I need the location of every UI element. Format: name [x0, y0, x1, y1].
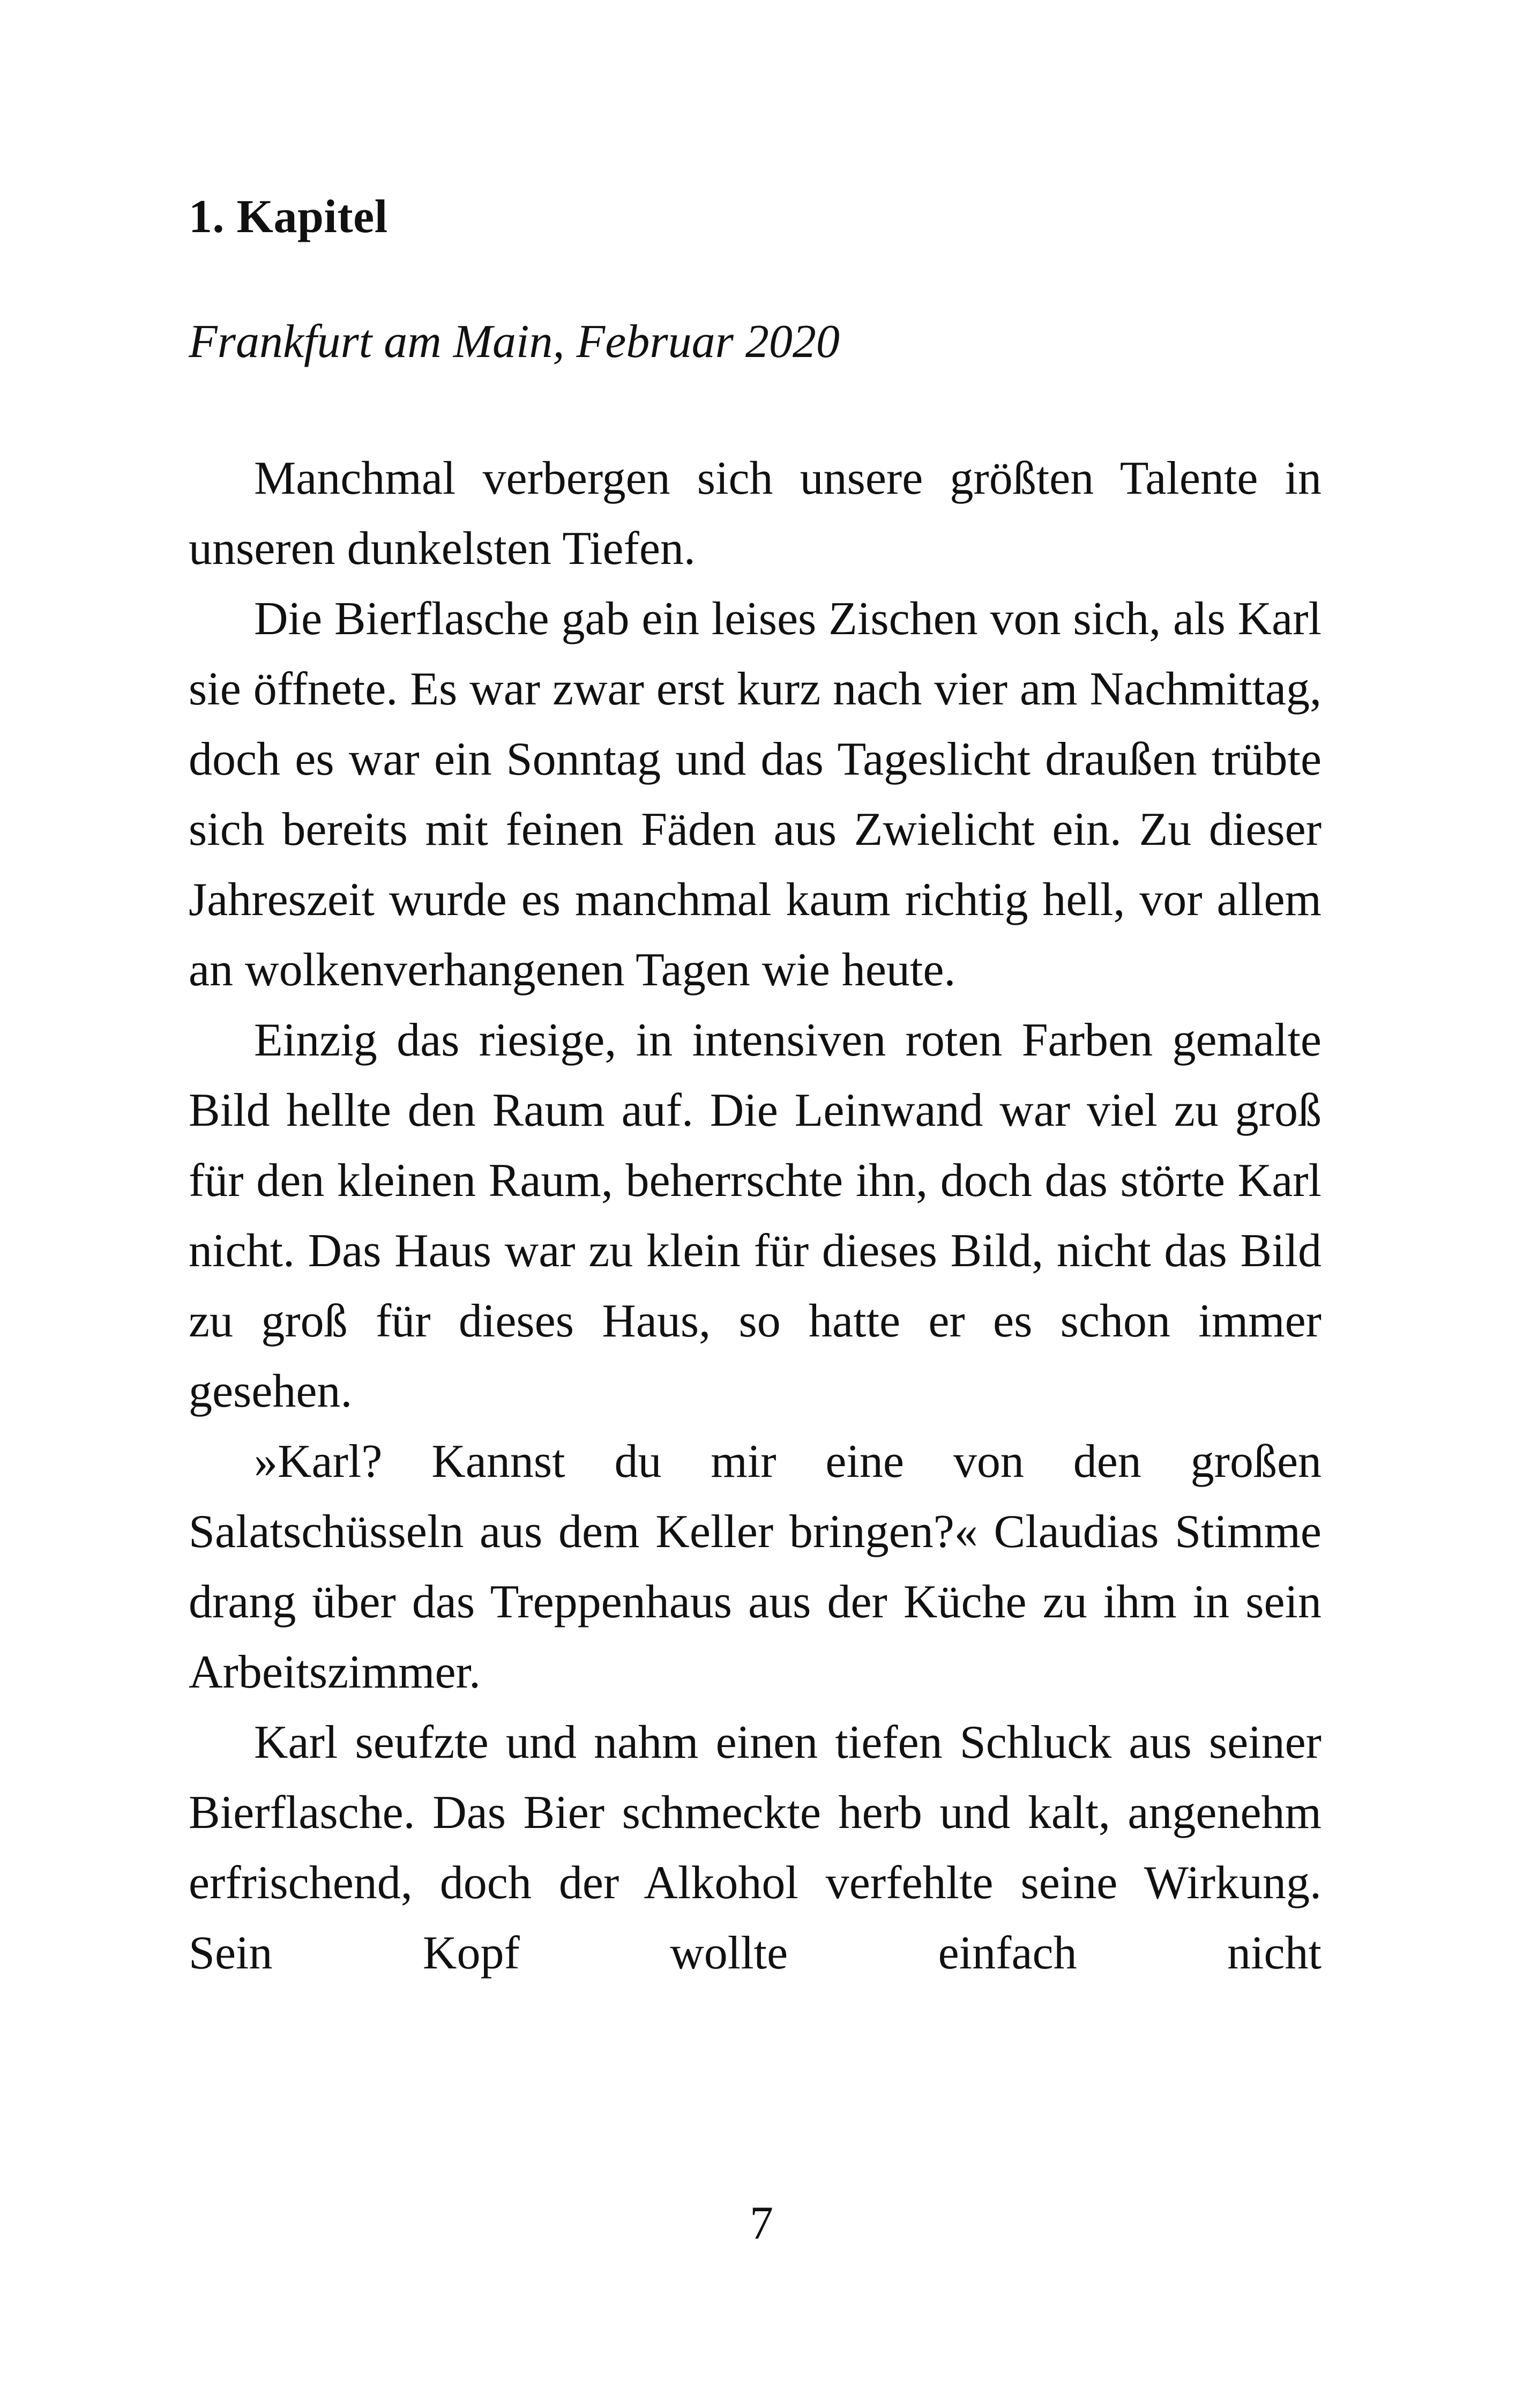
- paragraph: Die Bierflasche gab ein leises Zischen von sich, als Karl sie öffnete. Es war zwar erst kurz nach vier am Nachmittag, doch es war ein Sonntag und das Tageslicht draußen trübte sich bereits mit feinen Fäden aus Zwielicht ein. Zu dieser Jahreszeit wurde es manchmal kaum richtig hell, vor allem an wolkenverhangenen Tagen wie heute.: [189, 593, 1322, 996]
- paragraph: Manchmal verbergen sich unsere größten Talente in unseren dunkelsten Tiefen.: [189, 452, 1322, 575]
- paragraph: »Karl? Kannst du mir eine von den großen Salatschüsseln aus dem Keller bringen?« Claudias Stimme drang über das Treppenhaus aus der Küche zu ihm in sein Arbeitszimmer.: [189, 1436, 1322, 1698]
- page-number: 7: [750, 2197, 773, 2249]
- chapter-dateline: Frankfurt am Main, Februar 2020: [189, 316, 840, 368]
- chapter-title: 1. Kapitel: [189, 191, 388, 243]
- body-text: [189, 443, 1322, 1988]
- paragraph: Einzig das riesige, in intensiven roten Farben gemalte Bild hellte den Raum auf. Die Leinwand war viel zu groß für den kleinen Raum, beherrschte ihn, doch das störte Karl nicht. Das Haus war zu klein für dieses Bild, nicht das Bild zu groß für dieses Haus, so hatte er es schon immer gesehen.: [189, 1014, 1322, 1417]
- text-block: [189, 177, 1322, 1988]
- paragraph: Karl seufzte und nahm einen tiefen Schluck aus seiner Bierflasche. Das Bier schmeckte herb und kalt, angenehm erfrischend, doch der Alkohol verfehlte seine Wirkung. Sein Kopf wollte einfach nicht: [189, 1716, 1322, 1979]
